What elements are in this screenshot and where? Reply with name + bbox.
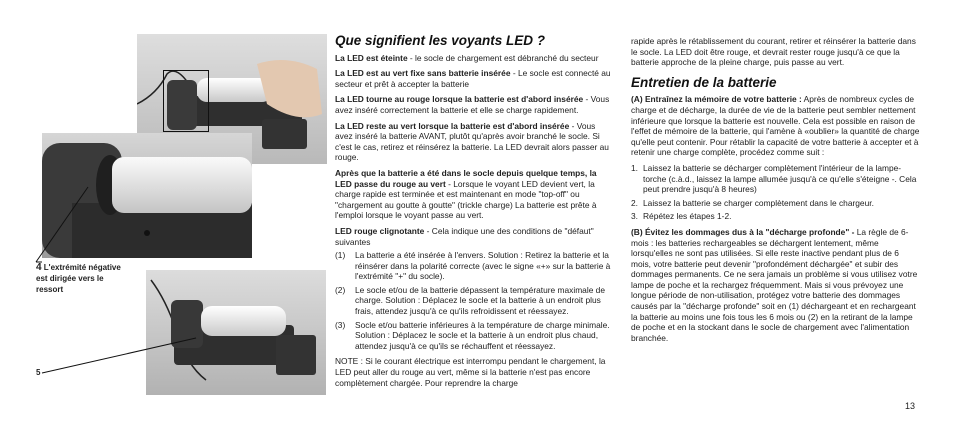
section-title-maintenance: Entretien de la batterie [631, 74, 777, 90]
steps-list [631, 163, 921, 222]
list-item: (3) Socle et/ou batterie inférieures à la température de charge minimale. Solution : Déplacez le socle et la batterie à un endroit plus chaud, attendez jusqu'à ce qu'ils se réchauffent et réessayez. [335, 319, 610, 351]
paragraph-led-off: La LED est éteinte - le socle de chargement est débranché du secteur [335, 52, 599, 63]
caption-4-number: 4 [36, 262, 42, 273]
list-item: 3. Répétez les étapes 1-2. [631, 211, 732, 222]
caption-5-number: 5 [36, 368, 41, 377]
section-title-led: Que signifient les voyants LED ? [335, 33, 546, 48]
paragraph-memory: (A) Entraînez la mémoire de votre batterie : Après de nombreux cycles de charge et de décharge, la durée de vie de la batterie peut sembler nettement inférieure que lorsque la batterie est nouvelle. Cela est possible en raison de l'effet de mémoire de la batterie, qui l'amène à «oublier» la quantité de charge qu'elle peut contenir. Pour rétablir la capacité de votre batterie à accepter et à retenir une charge complète, procédez comme suit : [631, 94, 920, 158]
paragraph-led-red: La LED tourne au rouge lorsque la batterie est d'abord insérée - Vous avez inséré correctement la batterie et elle se charge rapidement. [335, 94, 610, 115]
paragraph-led-stays-green: La LED reste au vert lorsque la batterie est d'abord insérée - Vous avez inséré la batterie AVANT, plutôt qu'après avoir branché le socle. Si c'est le cas, retirez et réinsérez la batterie. La LED devrait alors passer au rouge. [335, 120, 609, 163]
paragraph-led-red-to-green: Après que la batterie a été dans le socle depuis quelque temps, la LED passe du rouge au vert - Lorsque le voyant LED devient vert, la charge rapide est terminée et est maintenant en mode "top-off" ou "chargement au goutte à goutte" (trickle charge) La batterie est prête à l'emploi lorsque le voyant passe au vert. [335, 167, 597, 221]
page-number: 13 [905, 401, 916, 411]
paragraph-led-green-no-battery: La LED est au vert fixe sans batterie insérée - Le socle est connecté au secteur et prêt à accepter la batterie [335, 68, 611, 89]
caption-5 [36, 367, 40, 378]
list-item: 1. Laissez la batterie se décharger complètement l'intérieur de la lampe-torche (c.à.d., laissez la lampe allumée jusqu'à ce qu'elle s'éteigne -. Cela peut prendre jusqu'à 8 heures) [631, 162, 917, 195]
paragraph-continued: rapide après le rétablissement du courant, retirer et réinsérer la batterie dans le socle. La LED doit être rouge, et devrait rester rouge jusqu'à ce que la batterie approche de la pleine charge, puis passe au vert. [631, 36, 916, 68]
middle-column [335, 33, 615, 393]
right-column [631, 36, 921, 348]
caption-4-text: L'extrémité négative est dirigée vers le ressort [36, 263, 121, 294]
paragraph-led-blinking: LED rouge clignotante - Cela indique une des conditions de "défaut" suivantes [335, 225, 594, 247]
caption-4 [36, 262, 126, 295]
paragraph-deep-discharge: (B) Évitez les dommages dus à la "décharge profonde" - La règle de 6-mois : les batteries rechargeables se déchargent lentement, même lorsqu'elles ne sont pas utilisées. Si elle reste inactive pendant plus de 6 mois, votre batterie peut devenir "profondément déchargée" et subir des dommages permanents. Ce ne sera jamais un problème si vous utilisez votre lampe de poche et la rechargez fréquemment. Mais si vous prévoyez une longue période de non-utilisation, protégez votre batterie des dommages causés par la "décharge profonde" soit en (1) déchargeant et en rechargeant la batterie au moins une fois tous les 6 mois ou (2) en la retirant de la lampe de poche et en la stockant dans le socle de chargement avec l'alimentation branchée. [631, 226, 918, 343]
fault-list [335, 250, 615, 351]
note-paragraph: NOTE : Si le courant électrique est interrompu pendant le chargement, la LED peut aller du rouge au vert, même si la batterie n'est pas encore complètement chargée. Pour reprendre la charge [335, 356, 606, 388]
list-item: (2) Le socle et/ou de la batterie dépassent la température maximale de charge. Solution : Déplacez le socle et la batterie à un endroit plus frais, attendez jusqu'à ce qu'ils refroidissent et réessayez. [335, 284, 606, 317]
list-item: 2. Laissez la batterie se charger complètement dans le chargeur. [631, 197, 874, 208]
list-item: (1) La batterie a été insérée à l'envers. Solution : Retirez la batterie et la réinsérer dans la polarité correcte (avec le signe «+» sur la batterie à l'extrémité "+" du socle). [335, 250, 611, 282]
